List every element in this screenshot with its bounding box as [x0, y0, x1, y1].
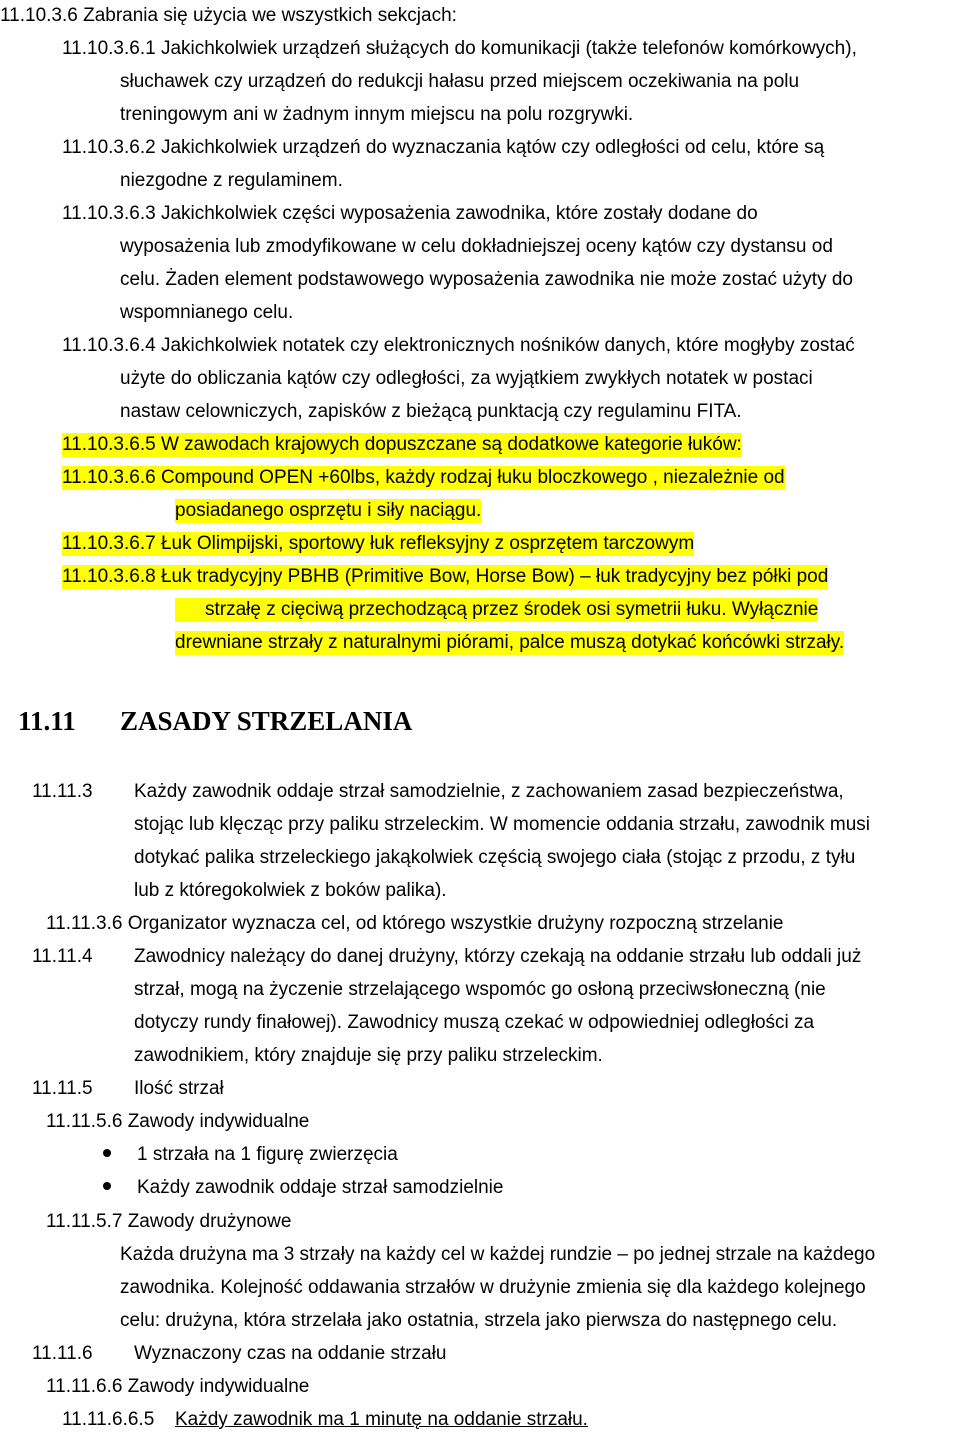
clause-number-11-11-4: 11.11.4 — [32, 946, 93, 967]
bullet-icon — [103, 1182, 111, 1190]
clause-11-11-3-6: 11.11.3.6 Organizator wyznacza cel, od którego wszystkie drużyny rozpoczną strzelanie — [46, 913, 784, 934]
clause-text-line: celu: drużyna, która strzelała jako ostatnia, strzela jako pierwsza do następnego celu. — [120, 1310, 838, 1331]
clause-11-10-3-6-7-highlighted: 11.10.3.6.7 Łuk Olimpijski, sportowy łuk refleksyjny z osprzętem tarczowym — [62, 533, 695, 554]
clause-text-line-highlighted: drewniane strzały z naturalnymi piórami, palce muszą dotykać końcówki strzały. — [175, 632, 845, 653]
bullet-icon — [103, 1149, 111, 1157]
clause-11-10-3-6-4: 11.10.3.6.4 Jakichkolwiek notatek czy elektronicznych nośników danych, które mogłyby zostać — [62, 335, 855, 356]
clause-11-10-3-6-6-highlighted: 11.10.3.6.6 Compound OPEN +60lbs, każdy rodzaj łuku bloczkowego , niezależnie od — [62, 467, 785, 488]
section-heading-title: ZASADY STRZELANIA — [120, 706, 413, 736]
list-item: 1 strzała na 1 figurę zwierzęcia — [137, 1144, 398, 1165]
clause-11-11-5-7: 11.11.5.7 Zawody drużynowe — [46, 1211, 292, 1232]
clause-text-line: nastaw celowniczych, zapisków z bieżącą punktacją czy regulaminu FITA. — [120, 401, 742, 422]
clause-text-line: zawodnika. Kolejność oddawania strzałów w drużynie zmienia się dla każdego kolejnego — [120, 1277, 866, 1298]
clause-text-line: Wyznaczony czas na oddanie strzału — [134, 1343, 447, 1364]
clause-text-line: niezgodne z regulaminem. — [120, 170, 343, 191]
clause-11-10-3-6-8-highlighted: 11.10.3.6.8 Łuk tradycyjny PBHB (Primitive Bow, Horse Bow) – łuk tradycyjny bez półki pod — [62, 566, 829, 587]
clause-11-10-3-6-2: 11.10.3.6.2 Jakichkolwiek urządzeń do wyznaczania kątów czy odległości od celu, które są — [62, 137, 825, 158]
clause-text-line: Ilość strzał — [134, 1078, 224, 1099]
clause-11-10-3-6-5-highlighted: 11.10.3.6.5 W zawodach krajowych dopuszczane są dodatkowe kategorie łuków: — [62, 434, 742, 455]
clause-text-line: słuchawek czy urządzeń do redukcji hałasu przed miejscem oczekiwania na polu — [120, 71, 800, 92]
clause-number-11-11-6-6-5: 11.11.6.6.5 — [62, 1409, 155, 1430]
clause-text-line: Każda drużyna ma 3 strzały na każdy cel w każdej rundzie – po jednej strzale na każdego — [120, 1244, 876, 1265]
clause-text-line: strzał, mogą na życzenie strzelającego wspomóc go osłoną przeciwsłoneczną (nie — [134, 979, 826, 1000]
section-heading-number: 11.11 — [18, 706, 76, 736]
section-heading-11-10-3-6: 11.10.3.6 Zabrania się użycia we wszystkich sekcjach: — [0, 5, 457, 26]
clause-text-line: wspomnianego celu. — [120, 302, 294, 323]
clause-11-10-3-6-1: 11.10.3.6.1 Jakichkolwiek urządzeń służących do komunikacji (także telefonów komórkowych), — [62, 38, 857, 59]
clause-text-line: Zawodnicy należący do danej drużyny, którzy czekają na oddanie strzału lub oddali już — [134, 946, 862, 967]
clause-text-underlined: Każdy zawodnik ma 1 minutę na oddanie strzału. — [175, 1409, 588, 1430]
clause-11-11-6-6: 11.11.6.6 Zawody indywidualne — [46, 1376, 310, 1397]
clause-text-line: Każdy zawodnik oddaje strzał samodzielnie, z zachowaniem zasad bezpieczeństwa, — [134, 781, 844, 802]
clause-text-line: treningowym ani w żadnym innym miejscu na polu rozgrywki. — [120, 104, 634, 125]
clause-text-line: dotyczy rundy finałowej). Zawodnicy muszą czekać w odpowiedniej odległości za — [134, 1012, 815, 1033]
clause-11-10-3-6-3: 11.10.3.6.3 Jakichkolwiek części wyposażenia zawodnika, które zostały dodane do — [62, 203, 758, 224]
clause-11-11-5-6: 11.11.5.6 Zawody indywidualne — [46, 1111, 310, 1132]
clause-number-11-11-3: 11.11.3 — [32, 781, 93, 802]
clause-text-line: zawodnikiem, który znajduje się przy paliku strzeleckim. — [134, 1045, 603, 1066]
clause-text-line: celu. Żaden element podstawowego wyposażenia zawodnika nie może zostać użyty do — [120, 269, 853, 290]
clause-text-line: lub z któregokolwiek z boków palika). — [134, 880, 447, 901]
clause-text-line: użyte do obliczania kątów czy odległości, za wyjątkiem zwykłych notatek w postaci — [120, 368, 813, 389]
clause-text-line: dotykać palika strzeleckiego jakąkolwiek częścią swojego ciała (stojąc z przodu, z tyłu — [134, 847, 856, 868]
clause-text-line: wyposażenia lub zmodyfikowane w celu dokładniejszej oceny kątów czy dystansu od — [120, 236, 833, 257]
clause-text-line: stojąc lub klęcząc przy paliku strzeleckim. W momencie oddania strzału, zawodnik musi — [134, 814, 870, 835]
clause-text-line-highlighted: posiadanego osprzętu i siły naciągu. — [175, 500, 482, 521]
clause-number-11-11-6: 11.11.6 — [32, 1343, 93, 1364]
list-item: Każdy zawodnik oddaje strzał samodzielnie — [137, 1177, 504, 1198]
clause-number-11-11-5: 11.11.5 — [32, 1078, 93, 1099]
clause-text-line-highlighted: strzałę z cięciwą przechodzącą przez środek osi symetrii łuku. Wyłącznie — [175, 598, 818, 622]
